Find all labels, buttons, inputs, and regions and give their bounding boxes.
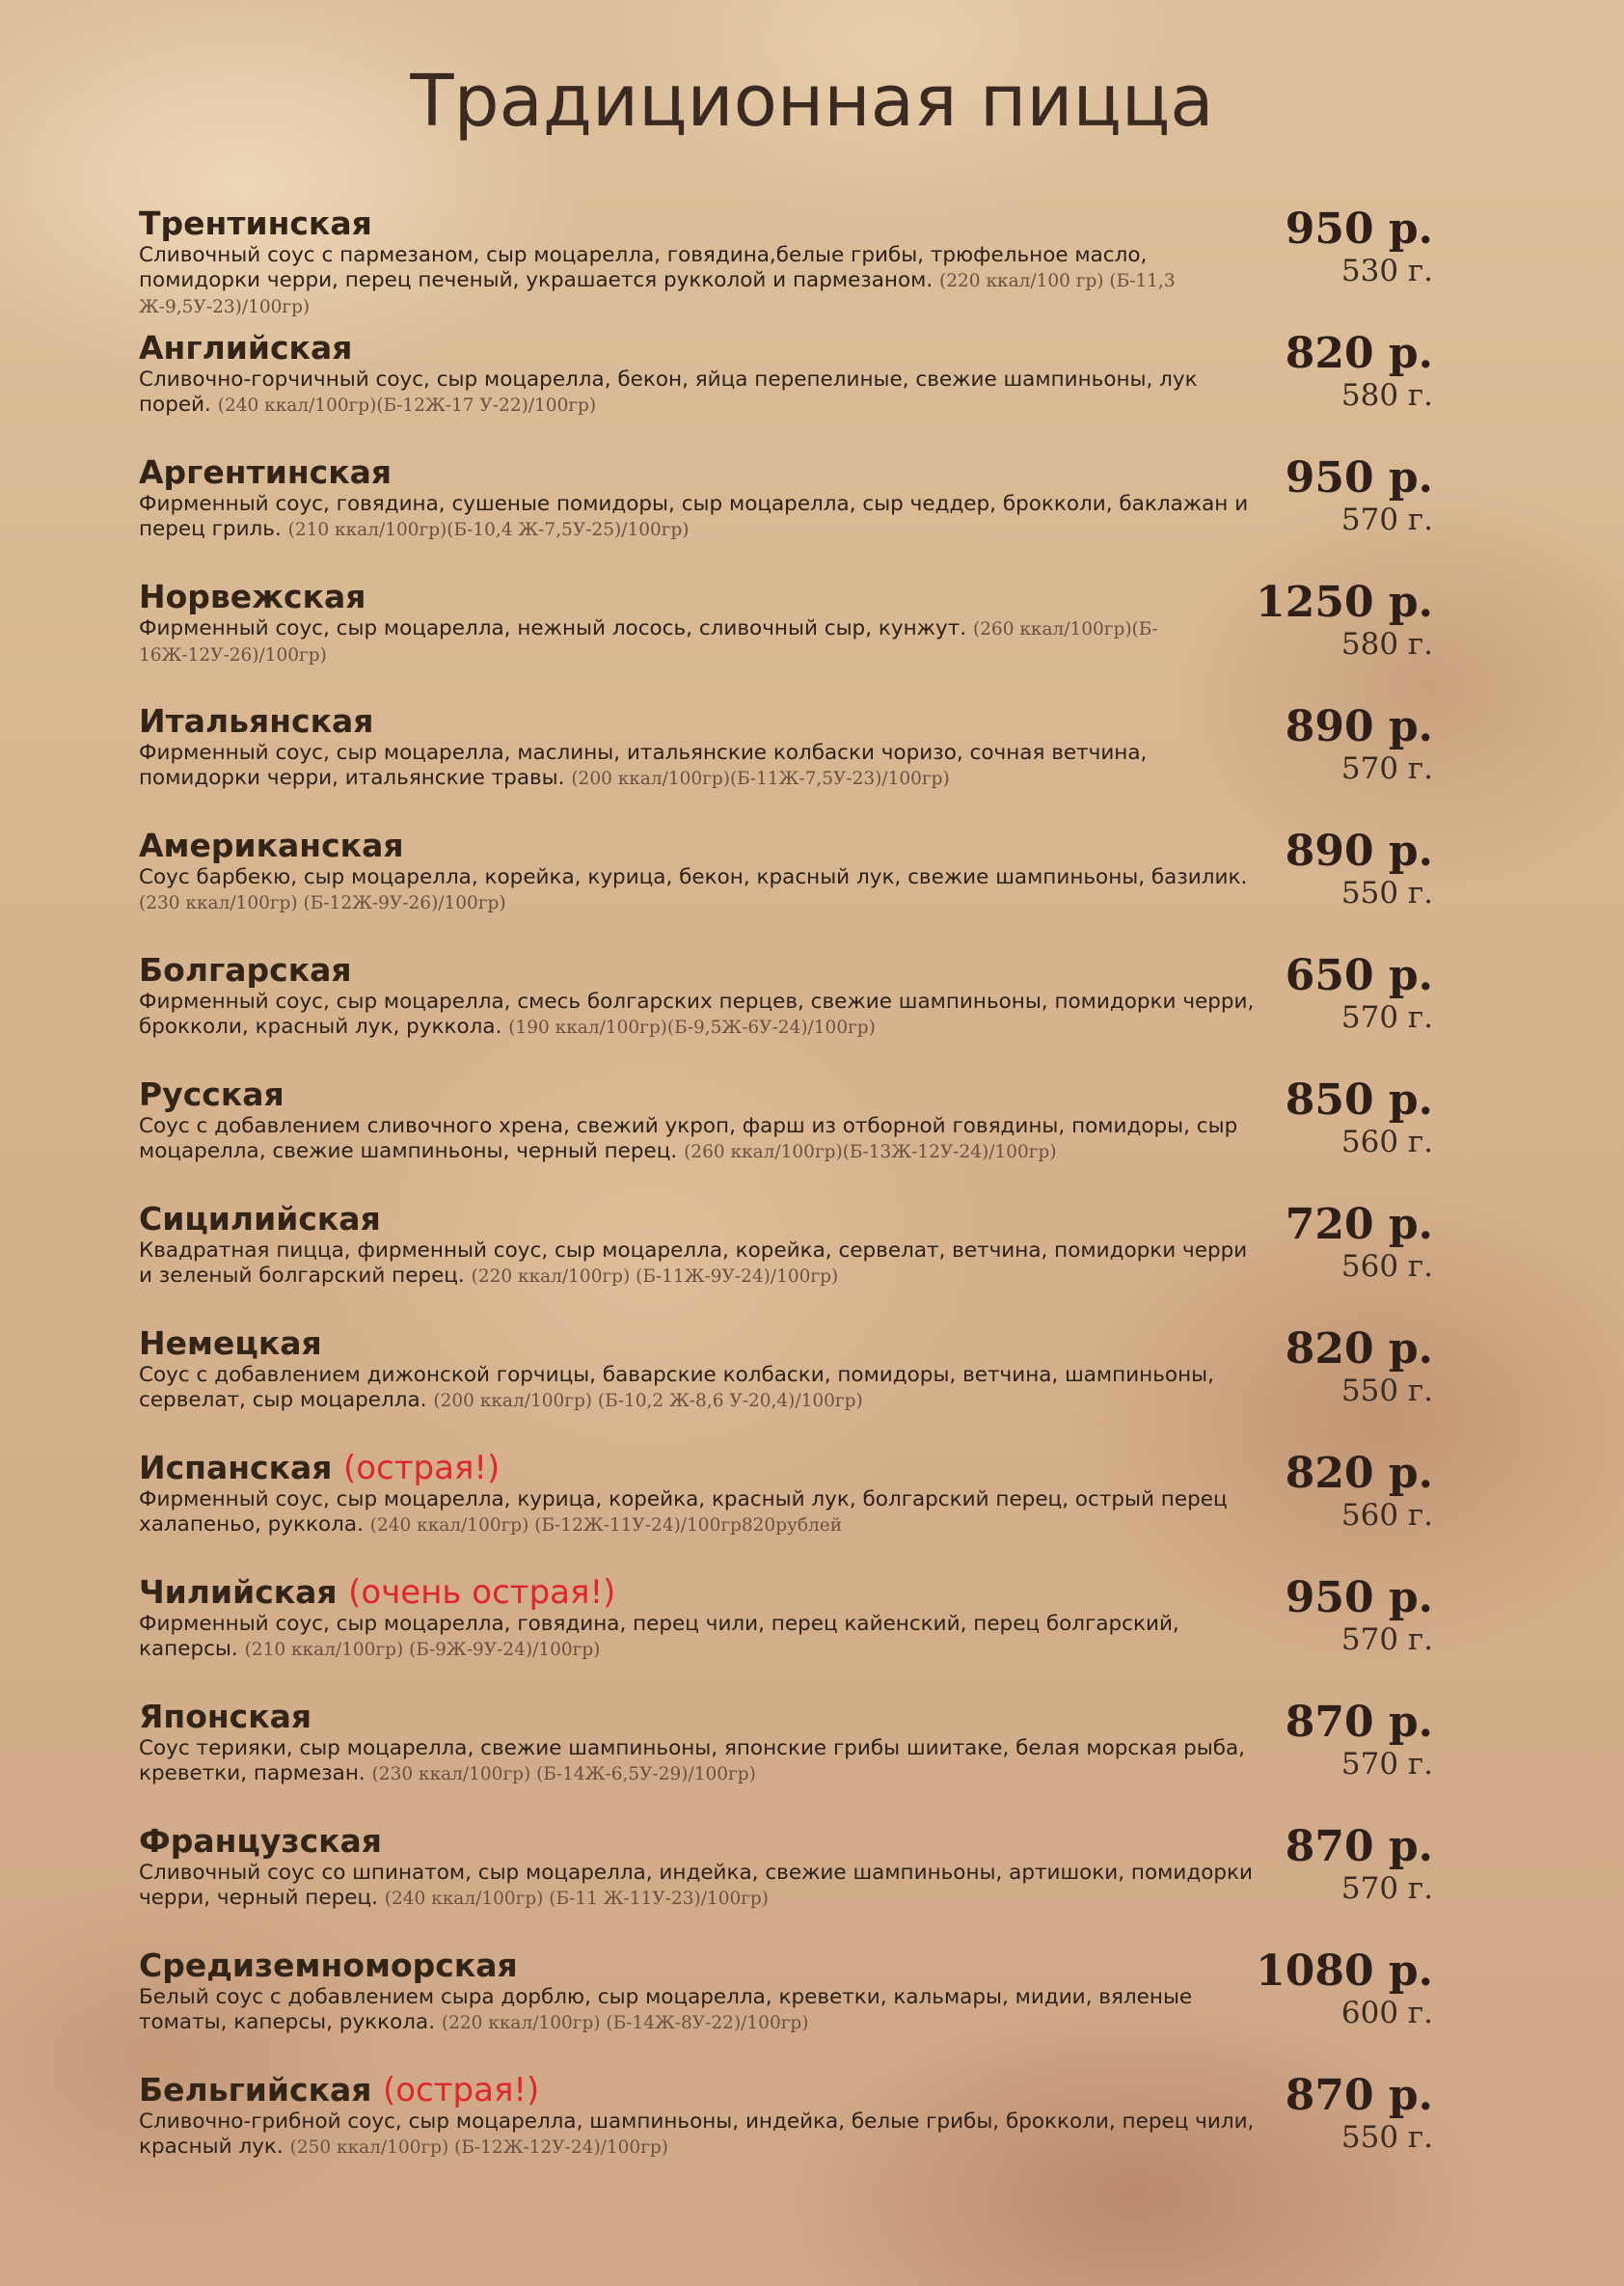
nutrition-info: (220 ккал/100гр) (Б-14Ж-8У-22)/100гр) xyxy=(441,2013,809,2033)
menu-item-description xyxy=(139,1363,1267,1414)
menu-item-weight: 560 г. xyxy=(1340,1498,1433,1533)
menu-item xyxy=(139,578,1470,702)
menu-item-description xyxy=(139,1612,1267,1663)
menu-item-name: Английская xyxy=(139,329,353,367)
menu-item xyxy=(139,951,1470,1075)
menu-item-weight: 580 г. xyxy=(1340,627,1433,662)
menu-item xyxy=(139,1946,1470,2071)
nutrition-info: (210 ккал/100гр)(Б-10,4 Ж-7,5У-25)/100гр) xyxy=(287,520,690,540)
menu-item-title-line xyxy=(139,702,1470,741)
menu-item-price: 1080 р. xyxy=(1256,1946,1433,1996)
menu-item-title-line xyxy=(139,951,1470,990)
menu-item-name: Бельгийская xyxy=(139,2071,372,2109)
menu-item-description xyxy=(139,367,1267,419)
ingredients-text: Фирменный соус, сыр моцарелла, говядина, перец чили, перец кайенский, перец болгарский, каперсы. xyxy=(139,1612,1179,1661)
ingredients-text: Фирменный соус, говядина, сушеные помидоры, сыр моцарелла, сыр чеддер, брокколи, баклажан и перец гриль. xyxy=(139,492,1249,541)
menu-item-name: Русская xyxy=(139,1075,284,1113)
menu-item-price: 720 р. xyxy=(1285,1200,1433,1249)
ingredients-text: Квадратная пицца, фирменный соус, сыр моцарелла, корейка, сервелат, ветчина, помидорки черри и зеленый болгарский перец. xyxy=(139,1238,1248,1288)
menu-item-name: Чилийская xyxy=(139,1573,338,1611)
menu-item-description xyxy=(139,1861,1267,1912)
menu-item-title-line xyxy=(139,1075,1470,1114)
menu-item-name: Японская xyxy=(139,1698,312,1735)
menu-item xyxy=(139,1200,1470,1324)
menu-item-name: Средиземноморская xyxy=(139,1946,518,1984)
ingredients-text: Фирменный соус, сыр моцарелла, нежный лосось, сливочный сыр, кунжут. xyxy=(139,616,967,640)
menu-item-description xyxy=(139,1985,1267,2036)
menu-item-description xyxy=(139,990,1267,1041)
ingredients-text: Соус с добавлением дижонской горчицы, баварские колбаски, помидоры, ветчина, шампиньоны, сервелат, сыр моцарелла. xyxy=(139,1363,1214,1412)
menu-item-weight: 580 г. xyxy=(1340,378,1433,413)
menu-item xyxy=(139,2071,1470,2195)
ingredients-text: Соус барбекю, сыр моцарелла, корейка, курица, бекон, красный лук, свежие шампиньоны, базилик. xyxy=(139,865,1248,889)
spicy-badge: (острая!) xyxy=(342,1449,501,1487)
menu-item xyxy=(139,1573,1470,1698)
ingredients-text: Сливочный соус со шпинатом, сыр моцарелла, индейка, свежие шампиньоны, артишоки, помидорки черри, черный перец. xyxy=(139,1861,1253,1910)
menu-item-title-line xyxy=(139,827,1470,865)
menu-item xyxy=(139,1324,1470,1449)
menu-item-name: Сицилийская xyxy=(139,1200,381,1238)
menu-item-price: 870 р. xyxy=(1285,2071,1433,2120)
nutrition-info: (240 ккал/100гр) (Б-12Ж-11У-24)/100гр820рублей xyxy=(369,1515,843,1536)
menu-item-description xyxy=(139,616,1267,668)
spicy-badge: (острая!) xyxy=(382,2071,540,2109)
menu-item-name: Аргентинская xyxy=(139,453,392,491)
menu-item-price: 870 р. xyxy=(1285,1822,1433,1871)
menu-item-weight: 550 г. xyxy=(1340,876,1433,911)
spicy-badge: (очень острая!) xyxy=(348,1573,616,1612)
menu-item-weight: 570 г. xyxy=(1340,1747,1433,1782)
menu-item-name: Норвежская xyxy=(139,578,366,615)
ingredients-text: Соус с добавлением сливочного хрена, свежий укроп, фарш из отборной говядины, помидоры, сыр моцарелла, свежие шампиньоны, черный перец. xyxy=(139,1114,1238,1163)
menu-item xyxy=(139,1075,1470,1200)
menu-item-weight: 600 г. xyxy=(1340,1996,1433,2030)
menu-item xyxy=(139,204,1470,329)
ingredients-text: Сливочный соус с пармезаном, сыр моцарелла, говядина,белые грибы, трюфельное масло, помидорки черри, перец печеный, украшается рукколой и пармезаном. xyxy=(139,243,1148,292)
menu-item-description xyxy=(139,1487,1267,1538)
nutrition-info: (260 ккал/100гр)(Б- 16Ж-12У-26)/100гр) xyxy=(139,619,1158,666)
nutrition-info: (230 ккал/100гр) (Б-12Ж-9У-26)/100гр) xyxy=(139,893,506,913)
nutrition-info: (200 ккал/100гр) (Б-10,2 Ж-8,6 У-20,4)/100гр) xyxy=(433,1391,863,1411)
ingredients-text: Сливочно-горчичный соус, сыр моцарелла, бекон, яйца перепелиные, свежие шампиньоны, лук порей. xyxy=(139,367,1198,417)
ingredients-text: Фирменный соус, сыр моцарелла, курица, корейка, красный лук, болгарский перец, острый перец халапеньо, руккола. xyxy=(139,1487,1228,1537)
menu-item xyxy=(139,1822,1470,1946)
menu-item-title-line xyxy=(139,1822,1470,1861)
menu-item-name: Испанская xyxy=(139,1449,333,1486)
nutrition-info: (220 ккал/100 гр) (Б-11,3 Ж-9,5У-23)/100гр) xyxy=(139,271,1176,317)
menu-item-title-line xyxy=(139,1324,1470,1363)
menu-item-name: Немецкая xyxy=(139,1324,322,1362)
menu-item-name: Болгарская xyxy=(139,951,352,989)
menu-item-title-line xyxy=(139,453,1470,492)
menu-item-title-line xyxy=(139,1698,1470,1736)
menu-item-price: 950 р. xyxy=(1285,1573,1433,1622)
menu-item-weight: 570 г. xyxy=(1340,1871,1433,1906)
menu-item-title-line xyxy=(139,1573,1470,1612)
menu-item xyxy=(139,329,1470,453)
menu-item xyxy=(139,453,1470,578)
menu-list xyxy=(139,204,1470,2195)
nutrition-info: (240 ккал/100гр)(Б-12Ж-17 У-22)/100гр) xyxy=(217,395,597,416)
menu-item-price: 1250 р. xyxy=(1256,578,1433,627)
menu-item-description xyxy=(139,1238,1267,1290)
menu-item-name: Французская xyxy=(139,1822,382,1860)
menu-item-price: 820 р. xyxy=(1285,1449,1433,1498)
menu-item-title-line xyxy=(139,2071,1470,2109)
menu-item xyxy=(139,1698,1470,1822)
nutrition-info: (210 ккал/100гр) (Б-9Ж-9У-24)/100гр) xyxy=(244,1640,601,1660)
menu-item-description xyxy=(139,865,1267,916)
ingredients-text: Сливочно-грибной соус, сыр моцарелла, шампиньоны, индейка, белые грибы, брокколи, перец чили, красный лук. xyxy=(139,2109,1255,2159)
nutrition-info: (190 ккал/100гр)(Б-9,5Ж-6У-24)/100гр) xyxy=(508,1018,876,1038)
menu-item-name: Итальянская xyxy=(139,702,374,740)
nutrition-info: (260 ккал/100гр)(Б-13Ж-12У-24)/100гр) xyxy=(684,1142,1057,1162)
menu-item-title-line xyxy=(139,1200,1470,1238)
ingredients-text: Фирменный соус, сыр моцарелла, маслины, итальянские колбаски чоризо, сочная ветчина, помидорки черри, итальянские травы. xyxy=(139,741,1148,790)
menu-item-description xyxy=(139,1114,1267,1165)
menu-item-price: 950 р. xyxy=(1285,204,1433,254)
menu-item-price: 950 р. xyxy=(1285,453,1433,503)
menu-item-weight: 550 г. xyxy=(1340,2120,1433,2155)
menu-item-title-line xyxy=(139,1449,1470,1487)
menu-item-weight: 570 г. xyxy=(1340,1000,1433,1035)
menu-item xyxy=(139,702,1470,827)
menu-item-weight: 550 г. xyxy=(1340,1374,1433,1408)
nutrition-info: (240 ккал/100гр) (Б-11 Ж-11У-23)/100гр) xyxy=(384,1889,769,1909)
menu-item xyxy=(139,827,1470,951)
menu-item-name: Американская xyxy=(139,827,404,864)
menu-item xyxy=(139,1449,1470,1573)
ingredients-text: Фирменный соус, сыр моцарелла, смесь болгарских перцев, свежие шампиньоны, помидорки черри, брокколи, красный лук, руккола. xyxy=(139,990,1255,1039)
menu-item-weight: 560 г. xyxy=(1340,1249,1433,1284)
menu-item-description xyxy=(139,492,1267,543)
menu-item-title-line xyxy=(139,329,1470,367)
nutrition-info: (230 ккал/100гр) (Б-14Ж-6,5У-29)/100гр) xyxy=(371,1764,756,1784)
nutrition-info: (250 ккал/100гр) (Б-12Ж-12У-24)/100гр) xyxy=(289,2137,668,2158)
menu-item-price: 890 р. xyxy=(1285,702,1433,751)
menu-item-weight: 560 г. xyxy=(1340,1125,1433,1159)
menu-item-weight: 530 г. xyxy=(1340,254,1433,288)
menu-item-price: 890 р. xyxy=(1285,827,1433,876)
nutrition-info: (200 ккал/100гр)(Б-11Ж-7,5У-23)/100гр) xyxy=(571,769,950,789)
menu-item-description xyxy=(139,243,1267,320)
menu-item-weight: 570 г. xyxy=(1340,1622,1433,1657)
ingredients-text: Соус терияки, сыр моцарелла, свежие шампиньоны, японские грибы шиитаке, белая морская рыба, креветки, пармезан. xyxy=(139,1736,1246,1785)
page-title: Традиционная пицца xyxy=(410,60,1214,143)
menu-item-price: 850 р. xyxy=(1285,1075,1433,1125)
menu-item-description xyxy=(139,1736,1267,1787)
menu-item-price: 820 р. xyxy=(1285,1324,1433,1374)
menu-item-description xyxy=(139,2109,1267,2161)
nutrition-info: (220 ккал/100гр) (Б-11Ж-9У-24)/100гр) xyxy=(471,1266,839,1287)
menu-item-price: 650 р. xyxy=(1285,951,1433,1000)
menu-item-description xyxy=(139,741,1267,792)
menu-item-title-line xyxy=(139,204,1470,243)
menu-item-weight: 570 г. xyxy=(1340,503,1433,537)
menu-item-name: Трентинская xyxy=(139,204,372,242)
menu-item-price: 820 р. xyxy=(1285,329,1433,378)
menu-item-price: 870 р. xyxy=(1285,1698,1433,1747)
ingredients-text: Белый соус с добавлением сыра дорблю, сыр моцарелла, креветки, кальмары, мидии, вяленые томаты, каперсы, руккола. xyxy=(139,1985,1193,2034)
menu-item-weight: 570 г. xyxy=(1340,751,1433,786)
